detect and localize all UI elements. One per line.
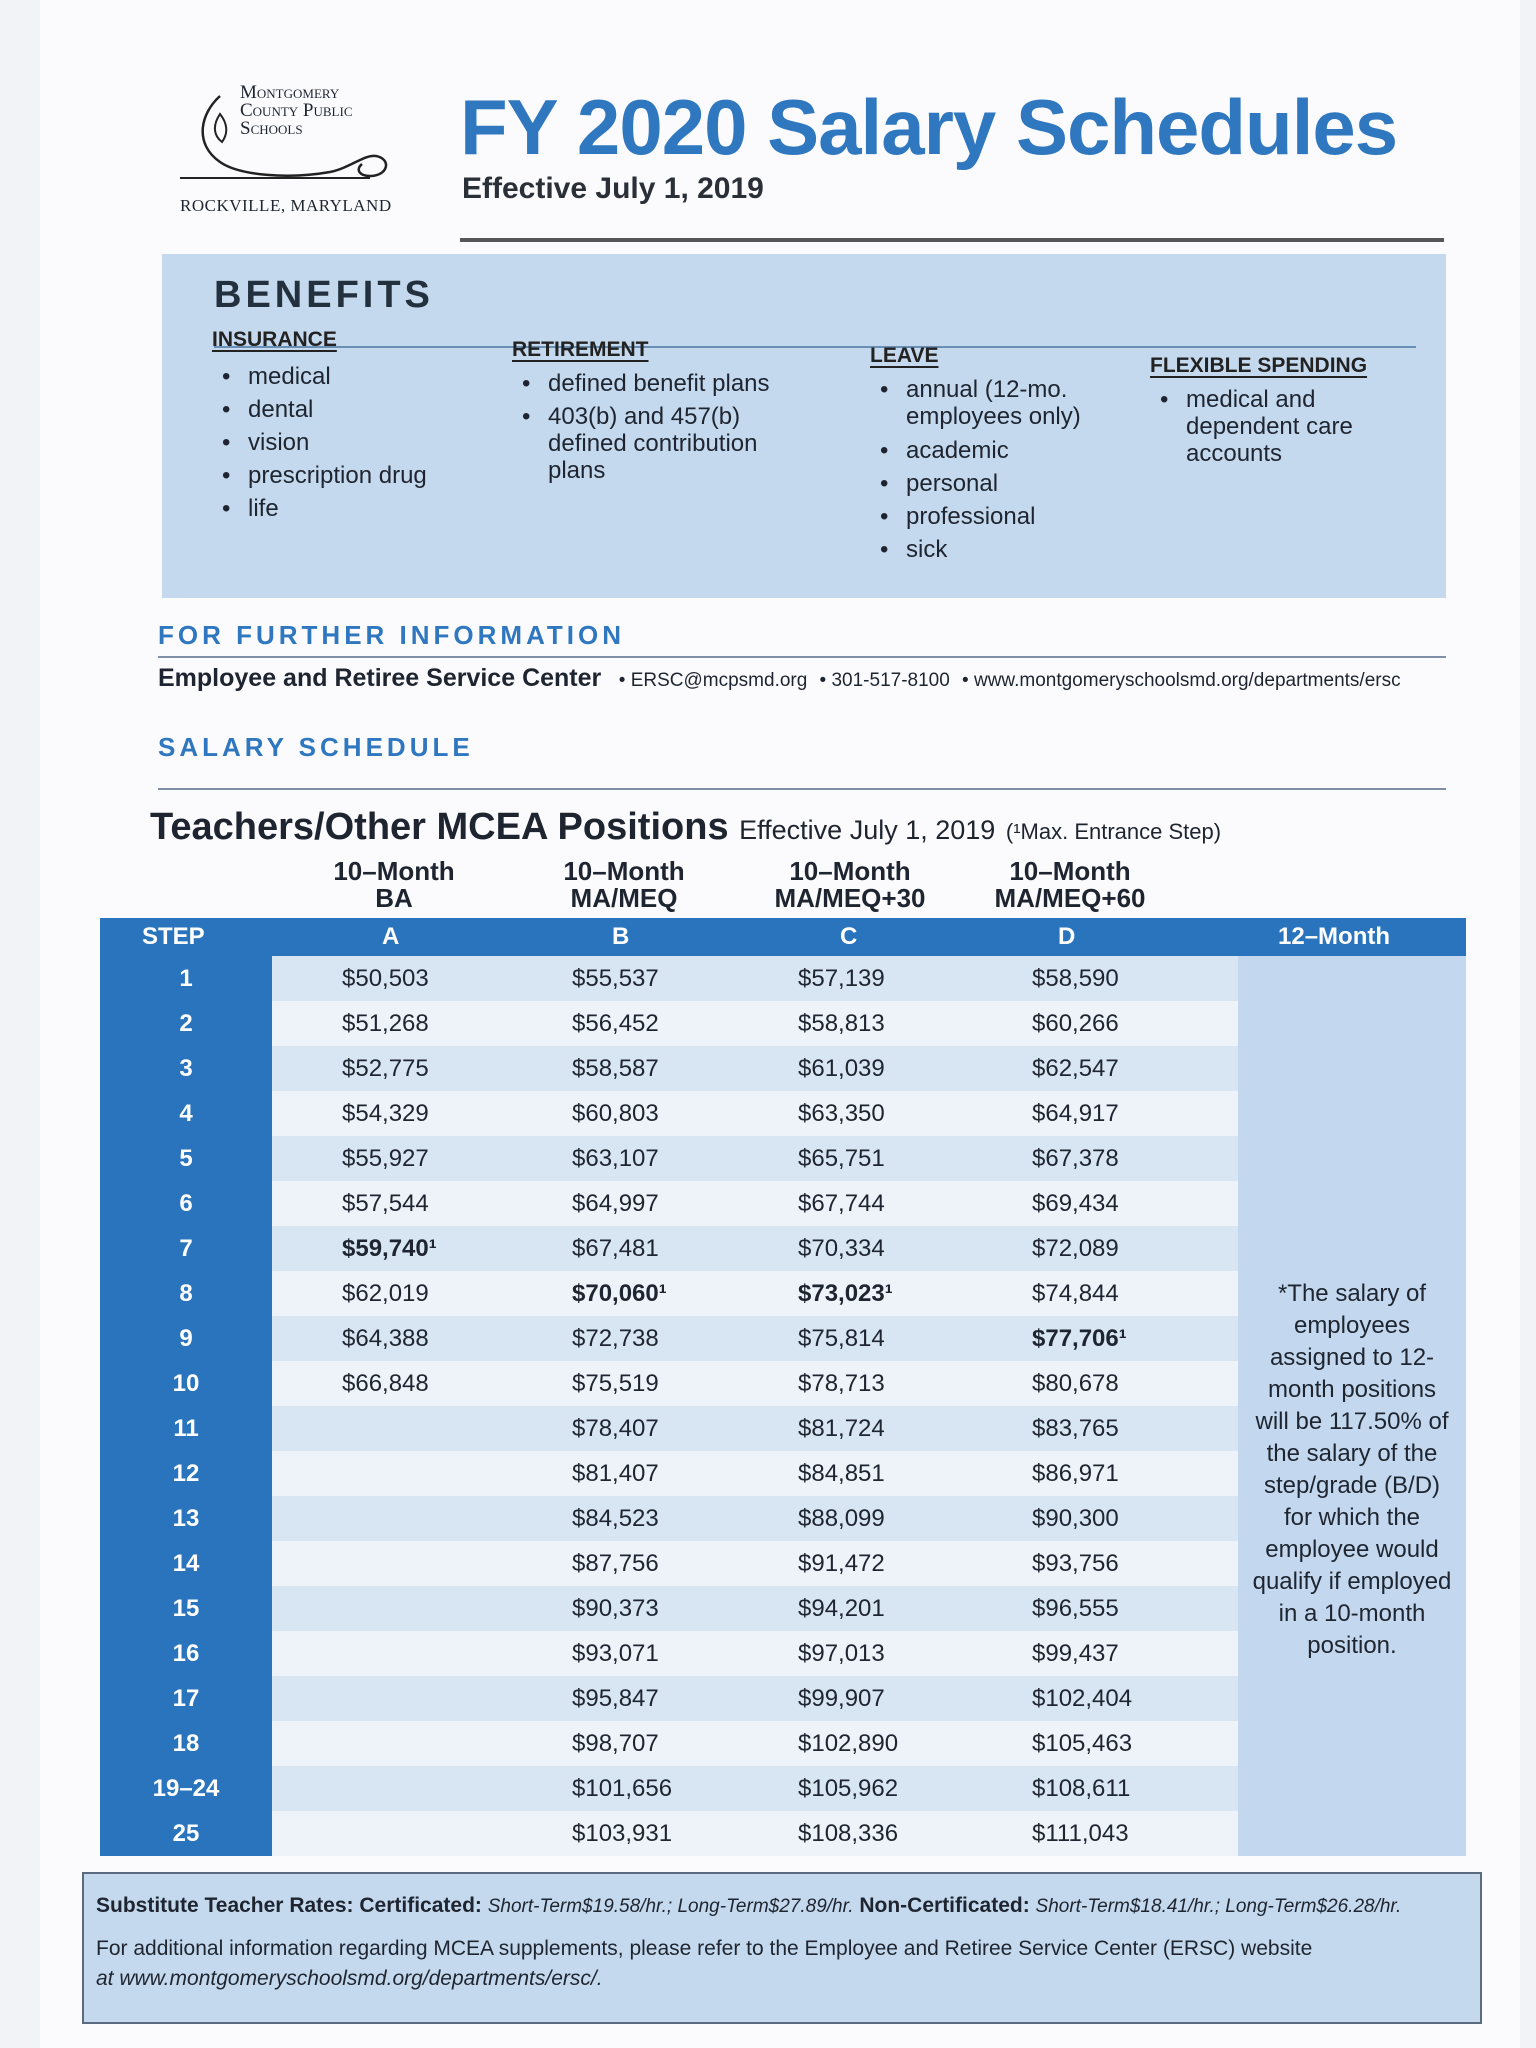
- salary-cell-d: $60,266: [1032, 1010, 1119, 1037]
- flexible-spending-heading: FLEXIBLE SPENDING: [1150, 354, 1368, 377]
- twelve-month-header: 12–Month: [1278, 923, 1391, 950]
- page-subtitle: Effective July 1, 2019: [462, 172, 764, 205]
- table-row: [272, 1136, 1238, 1181]
- insurance-heading: INSURANCE: [212, 328, 337, 351]
- step-cell: 18: [172, 1730, 200, 1757]
- salary-cell-b: $55,537: [572, 965, 659, 992]
- contact-email[interactable]: ERSC@mcpsmd.org: [630, 670, 808, 691]
- list-item: • professional: [906, 500, 1100, 533]
- salary-cell-b: $67,481: [572, 1235, 659, 1262]
- salary-cell-a: $55,927: [342, 1145, 429, 1172]
- column-header-b: [514, 858, 734, 912]
- salary-cell-b: $90,373: [572, 1595, 659, 1622]
- salary-cell-a: $51,268: [342, 1010, 429, 1037]
- step-cell: 14: [172, 1550, 200, 1577]
- table-row: [272, 1406, 1238, 1451]
- table-row: [272, 1451, 1238, 1496]
- max-entrance-note: (¹Max. Entrance Step): [1005, 819, 1222, 844]
- salary-cell-a: $64,388: [342, 1325, 429, 1352]
- benefits-panel: [162, 254, 1446, 598]
- column-c-header: C: [840, 923, 858, 950]
- salary-cell-c: $65,751: [798, 1145, 885, 1172]
- salary-cell-c: $78,713: [798, 1370, 885, 1397]
- salary-cell-a: $62,019: [342, 1280, 429, 1307]
- step-column: [100, 956, 272, 1856]
- salary-cell-b: $70,060¹: [572, 1280, 667, 1307]
- step-cell: 6: [179, 1190, 193, 1217]
- table-row: [272, 956, 1238, 1001]
- additional-info-line: For additional information regarding MCEA supplements, please refer to the Employee and Retiree Service Center (ERSC) website: [96, 1937, 1313, 1960]
- table-row: [272, 1271, 1238, 1316]
- table-title: [150, 806, 1221, 849]
- salary-cell-a: $52,775: [342, 1055, 429, 1082]
- salary-cell-a: $66,848: [342, 1370, 429, 1397]
- step-cell: 13: [172, 1505, 200, 1532]
- salary-cell-d: $93,756: [1032, 1550, 1119, 1577]
- salary-cell-d: $72,089: [1032, 1235, 1119, 1262]
- salary-schedule-divider: [158, 788, 1446, 790]
- salary-schedule-heading: SALARY SCHEDULE: [158, 732, 474, 762]
- step-cell: 17: [172, 1685, 200, 1712]
- salary-cell-b: $58,587: [572, 1055, 659, 1082]
- salary-cell-d: $62,547: [1032, 1055, 1119, 1082]
- salary-cell-d: $86,971: [1032, 1460, 1119, 1487]
- salary-cell-d: $90,300: [1032, 1505, 1119, 1532]
- salary-cell-d: $69,434: [1032, 1190, 1119, 1217]
- column-header-top: 10–Month: [789, 856, 911, 886]
- salary-cell-a: $57,544: [342, 1190, 429, 1217]
- salary-cell-d: $105,463: [1032, 1730, 1133, 1757]
- table-row: [272, 1091, 1238, 1136]
- contact-phone: 301-517-8100: [831, 670, 950, 691]
- list-item: • sick: [906, 533, 1100, 566]
- further-info-divider: [158, 656, 1446, 658]
- salary-cell-c: $73,023¹: [798, 1280, 893, 1307]
- non-certificated-label: Non-Certificated:: [859, 1894, 1030, 1917]
- table-row: [272, 1586, 1238, 1631]
- substitute-rates-label: Substitute Teacher Rates:: [96, 1894, 354, 1917]
- column-header-c: [740, 858, 960, 912]
- org-name-line2: County Public: [240, 100, 353, 121]
- retirement-heading: RETIREMENT: [512, 338, 649, 361]
- step-header: STEP: [142, 923, 205, 950]
- contact-line: Employee and Retiree Service Center • ERSC@mcpsmd.org • 301-517-8100 • www.montgomeryschoolsmd.org/departments/ersc: [158, 664, 1401, 692]
- salary-cell-c: $75,814: [798, 1325, 885, 1352]
- salary-cell-d: $67,378: [1032, 1145, 1119, 1172]
- salary-cell-d: $64,917: [1032, 1100, 1119, 1127]
- leave-heading: LEAVE: [870, 344, 939, 367]
- column-header-bottom: MA/MEQ+60: [994, 883, 1146, 913]
- step-cell: 5: [179, 1145, 193, 1172]
- step-cell: 9: [179, 1325, 193, 1352]
- salary-cell-a: $54,329: [342, 1100, 429, 1127]
- salary-cell-c: $88,099: [798, 1505, 885, 1532]
- list-item: • medical: [248, 360, 427, 393]
- salary-cell-b: $72,738: [572, 1325, 659, 1352]
- page: [40, 0, 1520, 2048]
- table-row: [272, 1496, 1238, 1541]
- non-certificated-rates: Short-Term$18.41/hr.; Long-Term$26.28/hr.: [1035, 1896, 1402, 1917]
- salary-cell-c: $94,201: [798, 1595, 885, 1622]
- column-header-bottom: MA/MEQ: [570, 883, 678, 913]
- mcps-logo: [180, 84, 420, 224]
- table-body: [272, 956, 1238, 1856]
- service-center-name: Employee and Retiree Service Center: [158, 664, 602, 692]
- salary-cell-a: $59,740¹: [342, 1235, 437, 1262]
- step-cell: 16: [172, 1640, 200, 1667]
- salary-cell-d: $96,555: [1032, 1595, 1119, 1622]
- salary-cell-b: $60,803: [572, 1100, 659, 1127]
- twelve-month-column: [1238, 956, 1466, 1856]
- step-cell: 12: [172, 1460, 200, 1487]
- column-header-top: 10–Month: [333, 856, 455, 886]
- list-item: • personal: [906, 467, 1100, 500]
- column-header-bottom: MA/MEQ+30: [774, 883, 926, 913]
- flexible-spending-column: [1150, 354, 1380, 467]
- salary-cell-c: $57,139: [798, 965, 885, 992]
- org-city: ROCKVILLE, MARYLAND: [180, 196, 392, 215]
- table-effective-date: Effective July 1, 2019: [739, 815, 996, 845]
- step-cell: 4: [179, 1100, 193, 1127]
- table-row: [272, 1721, 1238, 1766]
- list-item: • medical and dependent care accounts: [1186, 386, 1380, 467]
- salary-cell-c: $102,890: [798, 1730, 899, 1757]
- retirement-column: [512, 338, 812, 484]
- salary-cell-c: $108,336: [798, 1820, 899, 1847]
- certificated-label: Certificated:: [359, 1894, 482, 1917]
- table-row: [272, 1811, 1238, 1856]
- salary-cell-b: $75,519: [572, 1370, 659, 1397]
- salary-cell-d: $80,678: [1032, 1370, 1119, 1397]
- column-header-a: [284, 858, 504, 912]
- column-b-header: B: [612, 923, 630, 950]
- table-row: [272, 1541, 1238, 1586]
- salary-cell-d: $108,611: [1032, 1775, 1131, 1802]
- salary-cell-c: $91,472: [798, 1550, 885, 1577]
- salary-cell-c: $61,039: [798, 1055, 885, 1082]
- step-cell: 11: [173, 1415, 199, 1442]
- salary-cell-c: $63,350: [798, 1100, 885, 1127]
- certificated-rates: Short-Term$19.58/hr.; Long-Term$27.89/hr.: [487, 1896, 854, 1917]
- salary-cell-a: $50,503: [342, 965, 429, 992]
- list-item: • 403(b) and 457(b) defined contribution plans: [548, 403, 812, 484]
- salary-cell-b: $78,407: [572, 1415, 659, 1442]
- page-title: FY 2020 Salary Schedules: [460, 83, 1398, 171]
- salary-cell-b: $56,452: [572, 1010, 659, 1037]
- list-item: • dental: [248, 393, 427, 426]
- table-row: [272, 1001, 1238, 1046]
- salary-cell-c: $67,744: [798, 1190, 885, 1217]
- table-row: [272, 1766, 1238, 1811]
- table-row: [272, 1676, 1238, 1721]
- column-header-d: [960, 858, 1180, 912]
- column-header-bottom: BA: [375, 883, 413, 913]
- insurance-column: [212, 328, 427, 525]
- table-row: [272, 1226, 1238, 1271]
- salary-cell-d: $111,043: [1032, 1820, 1129, 1847]
- salary-cell-b: $81,407: [572, 1460, 659, 1487]
- salary-cell-b: $101,656: [572, 1775, 673, 1802]
- step-cell: 15: [172, 1595, 200, 1622]
- salary-cell-b: $87,756: [572, 1550, 659, 1577]
- salary-cell-c: $97,013: [798, 1640, 885, 1667]
- step-cell: 25: [172, 1820, 200, 1847]
- salary-cell-c: $105,962: [798, 1775, 899, 1802]
- list-item: • vision: [248, 426, 427, 459]
- table-header-bar: [100, 918, 1466, 956]
- salary-cell-d: $102,404: [1032, 1685, 1133, 1712]
- table-row: [272, 1361, 1238, 1406]
- salary-cell-b: $93,071: [572, 1640, 659, 1667]
- salary-cell-b: $95,847: [572, 1685, 659, 1712]
- org-name-line3: Schools: [240, 118, 303, 139]
- step-cell: 1: [179, 965, 193, 992]
- table-row: [272, 1316, 1238, 1361]
- salary-cell-d: $74,844: [1032, 1280, 1119, 1307]
- salary-cell-c: $58,813: [798, 1010, 885, 1037]
- step-cell: 2: [179, 1010, 193, 1037]
- salary-cell-d: $99,437: [1032, 1640, 1119, 1667]
- salary-cell-b: $63,107: [572, 1145, 659, 1172]
- salary-cell-b: $103,931: [572, 1820, 673, 1847]
- title-divider: [460, 238, 1444, 242]
- list-item: • annual (12-mo. employees only): [906, 376, 1100, 430]
- list-item: • defined benefit plans: [548, 370, 812, 397]
- table-row: [272, 1046, 1238, 1091]
- salary-cell-b: $84,523: [572, 1505, 659, 1532]
- step-cell: 7: [179, 1235, 193, 1262]
- salary-cell-d: $58,590: [1032, 965, 1119, 992]
- salary-cell-c: $99,907: [798, 1685, 885, 1712]
- contact-website[interactable]: www.montgomeryschoolsmd.org/departments/ersc: [973, 670, 1401, 691]
- table-row: [272, 1631, 1238, 1676]
- salary-cell-b: $64,997: [572, 1190, 659, 1217]
- further-info-heading: FOR FURTHER INFORMATION: [158, 620, 626, 650]
- additional-info-text: [96, 1934, 1416, 1994]
- salary-cell-c: $81,724: [798, 1415, 885, 1442]
- list-item: • life: [248, 492, 427, 525]
- table-title-text: Teachers/Other MCEA Positions: [150, 806, 729, 848]
- salary-cell-d: $77,706¹: [1032, 1325, 1127, 1352]
- column-a-header: A: [382, 923, 400, 950]
- step-cell: 3: [179, 1055, 193, 1082]
- salary-cell-d: $83,765: [1032, 1415, 1119, 1442]
- step-cell: 10: [172, 1370, 200, 1397]
- column-header-top: 10–Month: [563, 856, 685, 886]
- column-d-header: D: [1058, 923, 1076, 950]
- table-row: [272, 1181, 1238, 1226]
- substitute-rates-line: [96, 1894, 1401, 1918]
- salary-cell-c: $70,334: [798, 1235, 885, 1262]
- salary-cell-c: $84,851: [798, 1460, 885, 1487]
- step-cell: 19–24: [152, 1775, 220, 1802]
- step-cell: 8: [179, 1280, 193, 1307]
- salary-cell-b: $98,707: [572, 1730, 659, 1757]
- twelve-month-note: *The salary of employees assigned to 12-month positions will be 117.50% of the salary of the step/grade (B/D) for which the employee would qualify if employed in a 10-month position.: [1252, 1280, 1452, 1659]
- org-name-line1: Montgomery: [240, 82, 340, 103]
- column-header-top: 10–Month: [1009, 856, 1131, 886]
- leave-column: [870, 344, 1100, 566]
- salary-table: [100, 918, 1466, 1856]
- benefits-heading: BENEFITS: [214, 274, 434, 316]
- footer-box: [82, 1872, 1482, 2024]
- list-item: • academic: [906, 434, 1100, 467]
- list-item: • prescription drug: [248, 459, 427, 492]
- additional-info-url[interactable]: at www.montgomeryschoolsmd.org/departments/ersc/.: [96, 1967, 603, 1990]
